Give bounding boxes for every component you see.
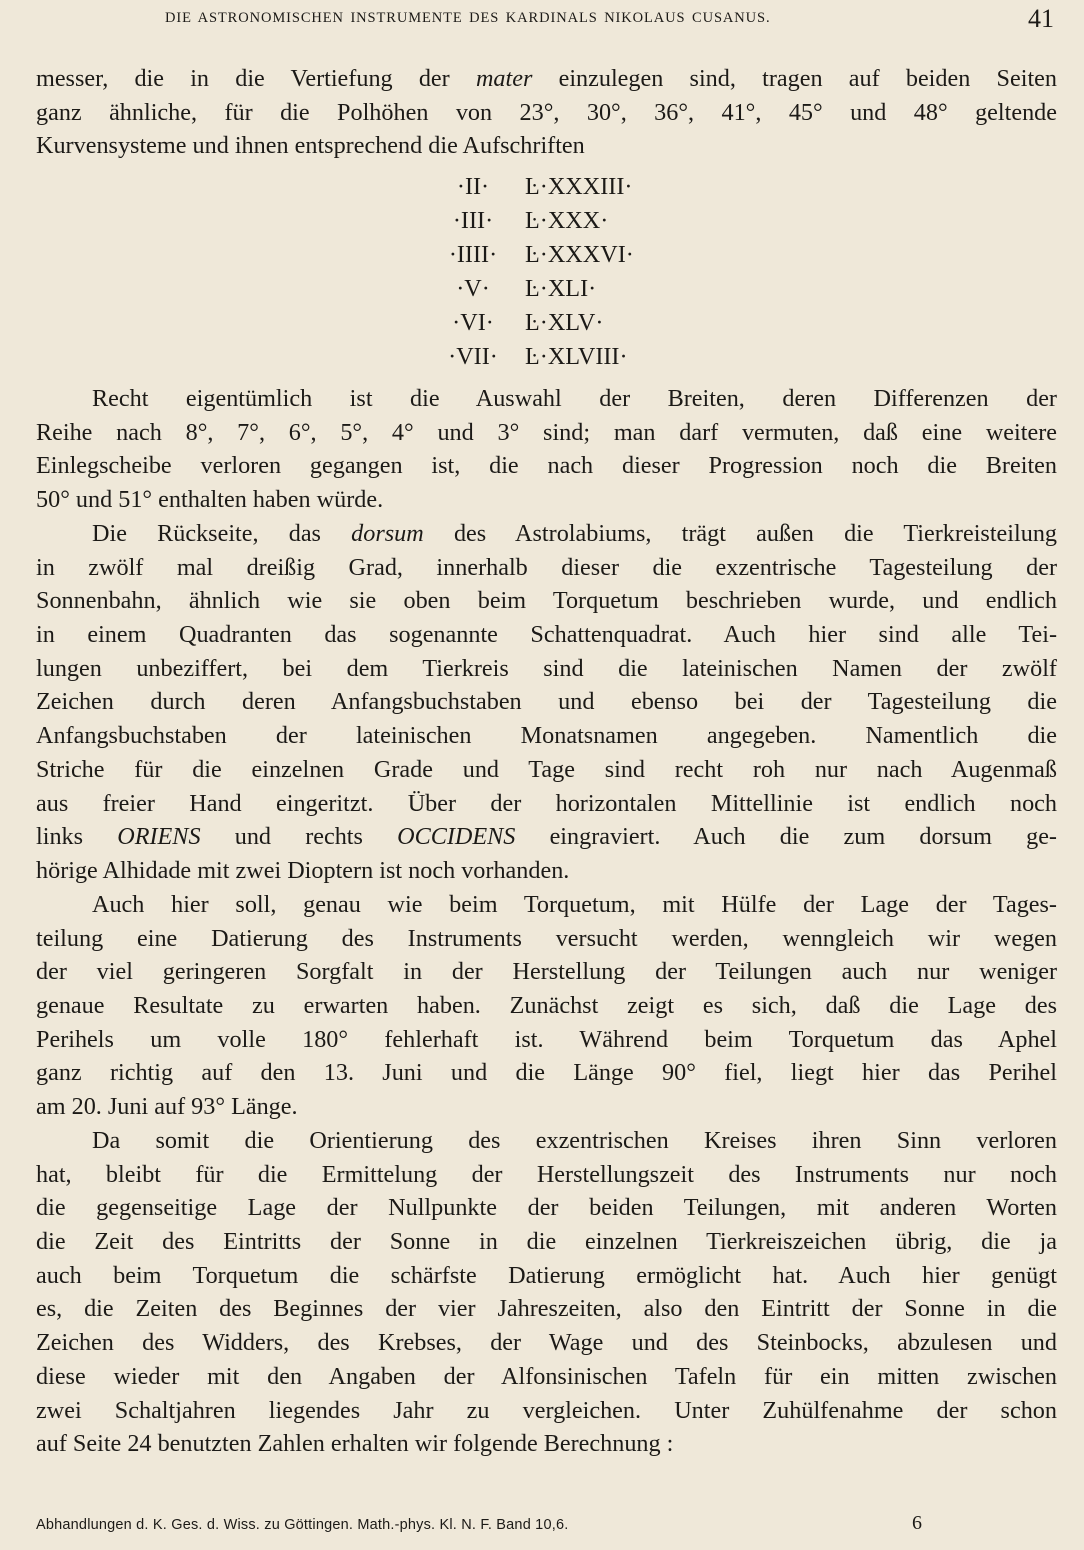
latitude-numeral: Ŀ·XXX· [525, 207, 609, 234]
paragraph-dorsum [36, 517, 1057, 888]
text-line: diese wieder mit den Angaben der Alfonsinischen Tafeln für ein mitten zwischen [36, 1362, 1057, 1390]
latitude-numeral: Ŀ·XLVIII· [525, 343, 628, 370]
text-line: die Zeit des Eintritts der Sonne in die einzelnen Tierkreiszeichen übrig, die ja [36, 1228, 1057, 1256]
hour-numeral: ·VII· [448, 343, 498, 370]
inscription-row [425, 306, 634, 340]
text-line: messer, die in die Vertiefung der mater einzulegen sind, tragen auf beiden Seiten [36, 65, 1057, 92]
inscription-row [425, 204, 634, 238]
text-line: Striche für die einzelnen Grade und Tage sind recht roh nur nach Augenmaß [36, 755, 1057, 783]
text-line: hörige Alhidade mit zwei Dioptern ist noch vorhanden. [36, 856, 570, 884]
text-line: aus freier Hand eingeritzt. Über der horizontalen Mittellinie ist endlich noch [36, 789, 1057, 817]
text-line: in einem Quadranten das sogenannte Schattenquadrat. Auch hier sind alle Tei- [36, 621, 1057, 649]
text-line: Einlegscheibe verloren gegangen ist, die nach dieser Progression noch die Breiten [36, 452, 1057, 480]
latitude-numeral: Ŀ·XLV· [525, 309, 604, 336]
text-line: Anfangsbuchstaben der lateinischen Monatsnamen angegeben. Namentlich die [36, 722, 1057, 750]
paragraph-dating [36, 888, 1057, 1124]
hour-numeral: ·IIII· [448, 241, 498, 268]
inscription-table [425, 170, 634, 374]
text-line: Reihe nach 8°, 7°, 6°, 5°, 4° und 3° sind; man darf vermuten, daß eine weitere [36, 418, 1057, 446]
page-number: 41 [1028, 4, 1054, 33]
signature-mark: 6 [912, 1512, 922, 1534]
latitude-numeral: Ŀ·XLI· [525, 275, 597, 302]
paragraph-calculation [36, 1124, 1057, 1461]
text-line: genaue Resultate zu erwarten haben. Zunächst zeigt es sich, daß die Lage des [36, 992, 1057, 1020]
inscription-row [425, 272, 634, 306]
text-line: links ORIENS und rechts OCCIDENS eingraviert. Auch die zum dorsum ge- [36, 823, 1057, 851]
text-line: Da somit die Orientierung des exzentrischen Kreises ihren Sinn verloren [92, 1127, 1057, 1154]
text-line: es, die Zeiten des Beginnes der vier Jahreszeiten, also den Eintritt der Sonne in die [36, 1295, 1057, 1323]
text-line: zwei Schaltjahren liegendes Jahr zu vergleichen. Unter Zuhülfenahme der schon [36, 1396, 1057, 1424]
text-line: Sonnenbahn, ähnlich wie sie oben beim Torquetum beschrieben wurde, und endlich [36, 587, 1057, 615]
text-line: auf Seite 24 benutzten Zahlen erhalten wir folgende Berechnung : [36, 1430, 674, 1458]
text-line: am 20. Juni auf 93° Länge. [36, 1093, 298, 1121]
hour-numeral: ·VI· [452, 309, 494, 336]
inscription-row [425, 340, 634, 374]
text-line: lungen unbeziffert, bei dem Tierkreis sind die lateinischen Namen der zwölf [36, 654, 1057, 682]
intro-paragraph [36, 62, 1057, 163]
text-line: 50° und 51° enthalten haben würde. [36, 486, 384, 514]
hour-numeral: ·III· [452, 207, 494, 234]
hour-numeral: ·V· [456, 275, 490, 302]
text-line: ganz richtig auf den 13. Juni und die Länge 90° fiel, liegt hier das Perihel [36, 1059, 1057, 1087]
text-line: ganz ähnliche, für die Polhöhen von 23°, 30°, 36°, 41°, 45° und 48° geltende [36, 98, 1057, 126]
text-line: teilung eine Datierung des Instruments versucht werden, wenngleich wir wegen [36, 924, 1057, 952]
latitude-numeral: Ŀ·XXXVI· [525, 241, 634, 268]
paragraph-latitudes [36, 382, 1057, 517]
text-line: Perihels um volle 180° fehlerhaft ist. Während beim Torquetum das Aphel [36, 1025, 1057, 1053]
footer-citation: Abhandlungen d. K. Ges. d. Wiss. zu Göttingen. Math.-phys. Kl. N. F. Band 10,6. [36, 1517, 569, 1533]
text-line: der viel geringeren Sorgfalt in der Herstellung der Teilungen auch nur weniger [36, 958, 1057, 986]
text-line: die gegenseitige Lage der Nullpunkte der beiden Teilungen, mit anderen Worten [36, 1194, 1057, 1222]
hour-numeral: ·II· [456, 173, 490, 200]
text-line: Auch hier soll, genau wie beim Torquetum, mit Hülfe der Lage der Tages- [92, 891, 1057, 918]
running-header: DIE ASTRONOMISCHEN INSTRUMENTE DES KARDINALS NIKOLAUS CUSANUS. [165, 10, 771, 26]
text-line: Zeichen durch deren Anfangsbuchstaben und ebenso bei der Tagesteilung die [36, 688, 1057, 716]
inscription-row [425, 238, 634, 272]
text-line: hat, bleibt für die Ermittelung der Herstellungszeit des Instruments nur noch [36, 1160, 1057, 1188]
latitude-numeral: Ŀ·XXXIII· [525, 173, 633, 200]
text-line: Zeichen des Widders, des Krebses, der Wage und des Steinbocks, abzulesen und [36, 1329, 1057, 1357]
text-line: Kurvensysteme und ihnen entsprechend die Aufschriften [36, 132, 585, 160]
text-line: Recht eigentümlich ist die Auswahl der Breiten, deren Differenzen der [92, 385, 1057, 412]
text-line: in zwölf mal dreißig Grad, innerhalb dieser die exzentrische Tagesteilung der [36, 553, 1057, 581]
text-line: auch beim Torquetum die schärfste Datierung ermöglicht hat. Auch hier genügt [36, 1261, 1057, 1289]
inscription-row [425, 170, 634, 204]
text-line: Die Rückseite, das dorsum des Astrolabiums, trägt außen die Tierkreisteilung [92, 520, 1057, 547]
